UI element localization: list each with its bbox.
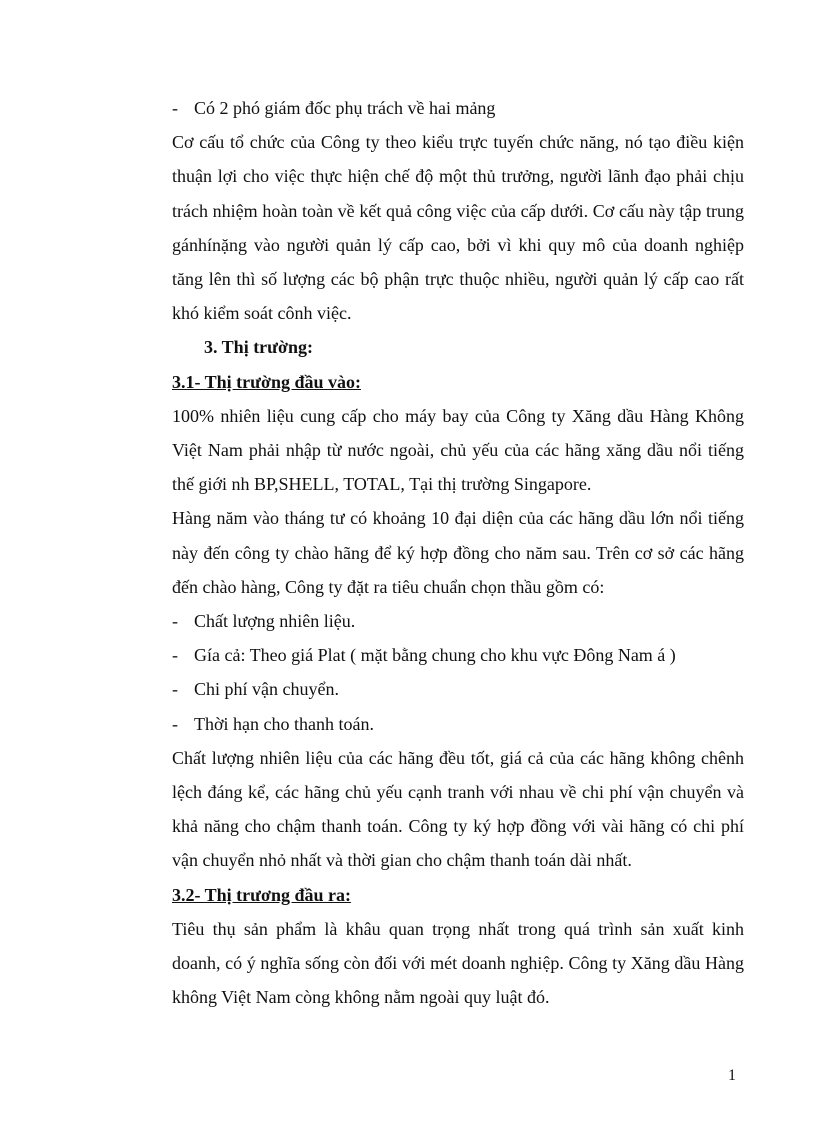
heading-market: 3. Thị trường: (204, 337, 313, 358)
bullet-mark: - (172, 713, 178, 734)
criteria-item (172, 672, 744, 706)
criteria-text: Gía cả: Theo giá Plat ( mặt bằng chung cho khu vực Đông Nam á ) (194, 645, 676, 666)
page-number: 1 (728, 1067, 736, 1084)
criteria-text: Chất lượng nhiên liệu. (194, 611, 356, 632)
bullet-text: Có 2 phó giám đốc phụ trách về hai mảng (194, 98, 496, 118)
bullet-mark: - (172, 645, 178, 666)
paragraph-org-structure-text: Cơ cấu tổ chức của Công ty theo kiểu trực tuyến chức năng, nó tạo điều kiện thuận lợi cho việc thực hiện chế độ một thủ trưởng, người lãnh đạo phải chịu trách nhiệm hoàn toàn về kết quả công việc của cấp dưới. Cơ cấu này tập trung gánhínặng vào người quản lý cấp cao, bởi vì khi quy mô của doanh nghiệp tăng lên thì số lượng các bộ phận trực thuộc nhiều, người quản lý cấp cao rất khó kiểm soát cônh việc. (172, 132, 744, 324)
document-body (172, 91, 744, 1014)
paragraph-fuel-import-text: 100% nhiên liệu cung cấp cho máy bay của Công ty Xăng dầu Hàng Không Việt Nam phải nhập từ nước ngoài, chủ yếu của các hãng xăng dầu nổi tiếng thế giới nh BP,SHELL, TOTAL, Tại thị trường Singapore. (172, 405, 744, 495)
bullet-mark: - (172, 611, 178, 632)
criteria-item (172, 638, 744, 672)
criteria-item (172, 604, 744, 638)
heading-input-market: 3.1- Thị trường đầu vào: (172, 371, 361, 392)
paragraph-competition (172, 741, 744, 878)
paragraph-suppliers (172, 501, 744, 604)
criteria-text: Chi phí vận chuyển. (194, 679, 339, 700)
bullet-mark: - (172, 679, 178, 700)
heading-output-market: 3.2- Thị trương đầu ra: (172, 884, 351, 905)
paragraph-org-structure (172, 125, 744, 330)
criteria-text: Thời hạn cho thanh toán. (194, 713, 374, 734)
paragraph-consumption-text: Tiêu thụ sản phẩm là khâu quan trọng nhất trong quá trình sản xuất kinh doanh, có ý nghĩa sống còn đối với mét doanh nghiệp. Công ty Xăng dầu Hàng không Việt Nam còng không nằm ngoài quy luật đó. (172, 918, 744, 1008)
paragraph-fuel-import (172, 399, 744, 502)
paragraph-competition-text: Chất lượng nhiên liệu của các hãng đều tốt, giá cả của các hãng không chênh lệch đáng kể, các hãng chủ yếu cạnh tranh với nhau về chi phí vận chuyển và khả năng cho chậm thanh toán. Công ty ký hợp đồng với vài hãng có chi phí vận chuyển nhỏ nhất và thời gian cho chậm thanh toán dài nhất. (172, 747, 744, 871)
bullet-line (172, 91, 744, 125)
paragraph-consumption (172, 912, 744, 1015)
bullet-mark: - (172, 98, 178, 118)
criteria-item (172, 707, 744, 741)
paragraph-suppliers-text: Hàng năm vào tháng tư có khoảng 10 đại diện của các hãng dầu lớn nổi tiếng này đến công ty chào hãng để ký hợp đồng cho năm sau. Trên cơ sở các hãng đến chào hàng, Công ty đặt ra tiêu chuẩn chọn thầu gồm có: (172, 508, 744, 597)
